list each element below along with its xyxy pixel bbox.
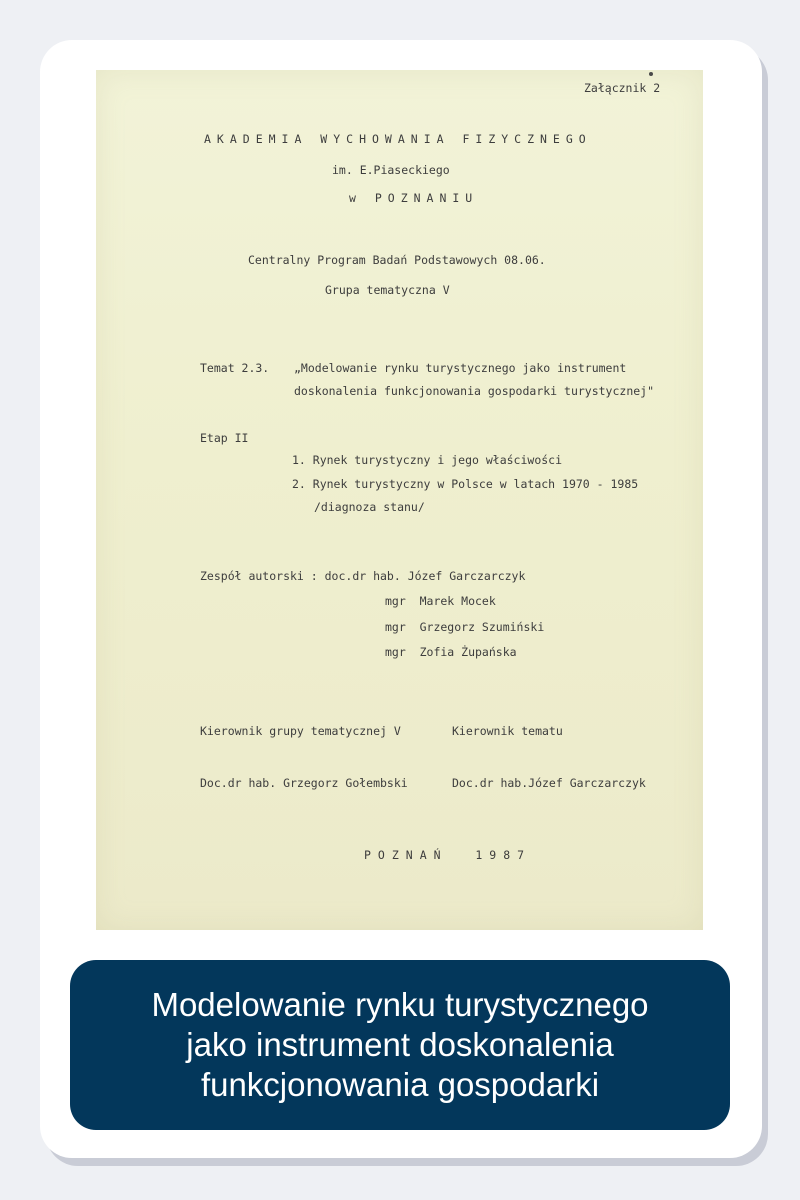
head-of-group-label: Kierownik grupy tematycznej V	[200, 724, 401, 738]
authors-label: Zespół autorski : doc.dr hab. Józef Garczarczyk	[200, 569, 526, 583]
author-2: mgr Grzegorz Szumiński	[385, 620, 545, 634]
caption-line-1: Modelowanie rynku turystycznego	[151, 986, 649, 1023]
annex-label: Załącznik 2	[584, 81, 661, 95]
caption-line-3: funkcjonowania gospodarki	[200, 1066, 600, 1103]
author-1: mgr Marek Mocek	[385, 594, 496, 608]
document-scan[interactable]	[96, 70, 703, 930]
institution-city: w POZNANIU	[349, 191, 479, 205]
author-3: mgr Zofia Żupańska	[385, 645, 517, 659]
program-title: Centralny Program Badań Podstawowych 08.06.	[248, 253, 546, 267]
ink-speck	[649, 72, 653, 76]
topic-title-line2: doskonalenia funkcjonowania gospodarki turystycznej"	[294, 384, 655, 398]
head-of-topic-name: Doc.dr hab.Józef Garczarczyk	[452, 776, 646, 790]
caption-line-2: jako instrument doskonalenia	[186, 1026, 614, 1063]
place-and-year: POZNAŃ 1987	[364, 848, 532, 862]
stage-label: Etap II	[200, 431, 249, 445]
topic-label: Temat 2.3.	[200, 361, 270, 375]
topic-title-line1: „Modelowanie rynku turystycznego jako instrument	[294, 361, 627, 375]
institution-name: AKADEMIA WYCHOWANIA FIZYCZNEGO	[204, 132, 592, 146]
stage-note: /diagnoza stanu/	[314, 500, 425, 514]
stage-item-2: 2. Rynek turystyczny w Polsce w latach 1970 - 1985	[292, 477, 639, 491]
stage-item-1: 1. Rynek turystyczny i jego właściwości	[292, 453, 563, 467]
head-of-topic-label: Kierownik tematu	[452, 724, 563, 738]
thematic-group: Grupa tematyczna V	[325, 283, 450, 297]
head-of-group-name: Doc.dr hab. Grzegorz Gołembski	[200, 776, 408, 790]
institution-patron: im. E.Piaseckiego	[332, 163, 450, 177]
caption-box[interactable]	[70, 960, 730, 1130]
